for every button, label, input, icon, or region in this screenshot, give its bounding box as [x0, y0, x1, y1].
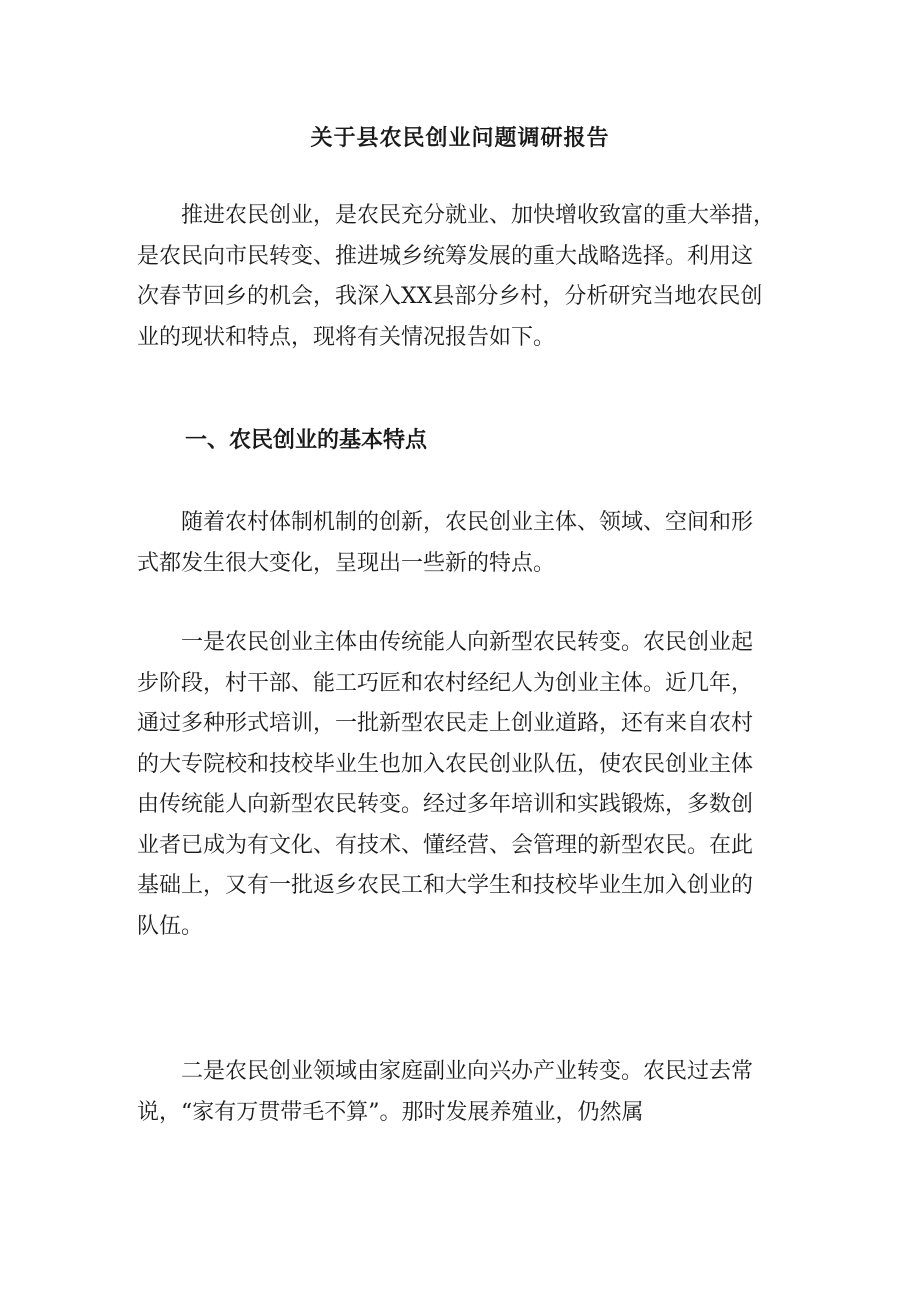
- text-line: 是农民向市民转变、推进城乡统筹发展的重大战略选择。利用这: [137, 243, 754, 269]
- point2-paragraph: [137, 1052, 797, 1133]
- section-heading: 一、农民创业的基本特点: [185, 427, 428, 453]
- text-line: 队伍。: [137, 913, 204, 939]
- text-line: 业的现状和特点，现将有关情况报告如下。: [137, 324, 556, 350]
- section-intro-paragraph: [137, 503, 797, 584]
- point1-paragraph: [137, 623, 797, 947]
- text-line: 由传统能人向新型农民转变。经过多年培训和实践锻炼，多数创: [137, 792, 754, 817]
- text-line: 推进农民创业，是农民充分就业、加快增收致富的重大举措，: [137, 203, 776, 228]
- text-line: 随着农村体制机制的创新，农民创业主体、领域、空间和形: [137, 510, 754, 535]
- text-line: 业者已成为有文化、有技术、懂经营、会管理的新型农民。在此: [137, 832, 754, 858]
- text-line: 的大专院校和技校毕业生也加入农民创业队伍，使农民创业主体: [137, 751, 754, 777]
- text-line: 说，“家有万贯带毛不算”。那时发展养殖业，仍然属: [137, 1099, 644, 1125]
- text-line: 次春节回乡的机会，我深入XX县部分乡村，分析研究当地农民创: [137, 284, 763, 309]
- text-line: 式都发生很大变化，呈现出一些新的特点。: [137, 550, 556, 576]
- document-title: 关于县农民创业问题调研报告: [310, 125, 610, 151]
- text-line: 步阶段，村干部、能工巧匠和农村经纪人为创业主体。近几年，: [137, 670, 754, 696]
- text-line: 一是农民创业主体由传统能人向新型农民转变。农民创业起: [137, 630, 754, 655]
- text-line: 二是农民创业领域由家庭副业向兴办产业转变。农民过去常: [137, 1059, 754, 1084]
- text-line: 通过多种形式培训，一批新型农民走上创业道路，还有来自农村: [137, 711, 754, 736]
- intro-paragraph: [137, 196, 797, 358]
- text-line: 基础上，又有一批返乡农民工和大学生和技校毕业生加入创业的: [137, 873, 754, 898]
